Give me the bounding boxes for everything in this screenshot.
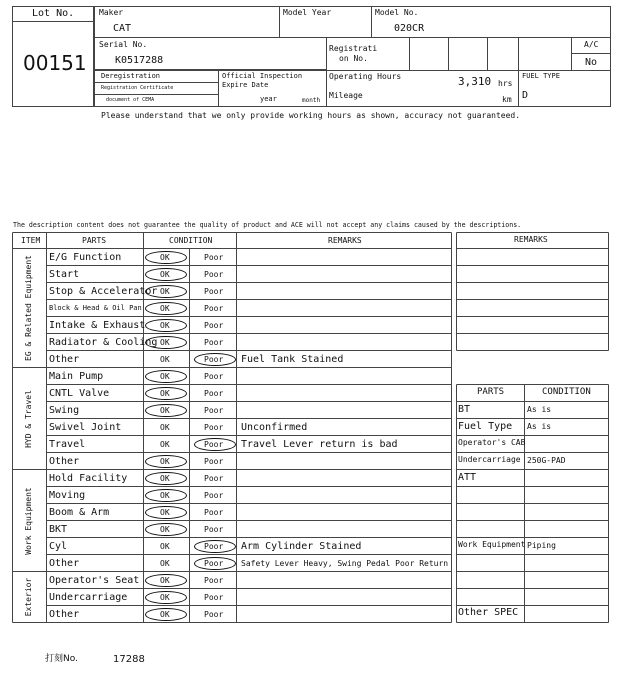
poor-mark: Poor bbox=[204, 371, 224, 381]
remark-text: Safety Lever Heavy, Swing Pedal Poor Return bbox=[241, 558, 449, 568]
model-year-label: Model Year bbox=[283, 8, 332, 17]
part-label: Other bbox=[49, 353, 80, 365]
ok-mark: OK bbox=[160, 286, 170, 296]
part-label: Intake & Exhaust bbox=[49, 319, 146, 331]
header-item: ITEM bbox=[21, 235, 41, 245]
poor-mark: Poor bbox=[204, 337, 224, 347]
poor-mark: Poor bbox=[204, 303, 224, 313]
poor-mark: Poor bbox=[204, 422, 224, 432]
poor-mark: Poor bbox=[204, 558, 224, 568]
disclaimer-text: The description content does not guarantee the quality of product and ACE will not accept any claims caused by the descriptions. bbox=[13, 221, 522, 229]
header-parts: PARTS bbox=[82, 235, 107, 245]
registration-certificate-label: Registration Certificate bbox=[101, 85, 174, 91]
spec-part: Work Equipment bbox=[458, 540, 526, 549]
stamp-label: 打刻No. bbox=[45, 654, 78, 664]
poor-mark: Poor bbox=[204, 269, 224, 279]
ok-mark: OK bbox=[160, 524, 170, 534]
ok-mark: OK bbox=[160, 541, 170, 551]
ok-mark: OK bbox=[160, 320, 170, 330]
part-label: Other bbox=[49, 455, 80, 467]
ok-mark: OK bbox=[160, 592, 170, 602]
ok-mark: OK bbox=[160, 354, 170, 364]
header-condition: CONDITION bbox=[169, 235, 213, 245]
part-label: Travel bbox=[49, 438, 86, 450]
part-label: E/G Function bbox=[49, 251, 122, 263]
poor-mark: Poor bbox=[204, 609, 224, 619]
remark-text: Fuel Tank Stained bbox=[241, 353, 344, 365]
part-label: Boom & Arm bbox=[49, 506, 110, 518]
ok-mark: OK bbox=[160, 473, 170, 483]
part-label: Other bbox=[49, 557, 80, 569]
lot-number: 00151 bbox=[23, 51, 87, 75]
official-inspection-label-2: Expire Date bbox=[222, 81, 269, 89]
ok-mark: OK bbox=[160, 337, 170, 347]
ok-mark: OK bbox=[160, 507, 170, 517]
ac-value: No bbox=[585, 57, 598, 68]
ok-mark: OK bbox=[160, 439, 170, 449]
spec-part: ATT bbox=[458, 472, 477, 483]
spec-part: Other SPEC bbox=[458, 607, 519, 618]
part-label: Cyl bbox=[49, 540, 68, 552]
poor-mark: Poor bbox=[204, 592, 224, 602]
ok-mark: OK bbox=[160, 405, 170, 415]
part-label: Radiator & Cooling bbox=[49, 336, 158, 348]
ok-mark: OK bbox=[160, 558, 170, 568]
ac-label: A/C bbox=[584, 40, 599, 49]
ok-mark: OK bbox=[160, 371, 170, 381]
ok-mark: OK bbox=[160, 422, 170, 432]
part-label: Stop & Accelerator bbox=[49, 285, 158, 297]
group-label: Work Equipment bbox=[23, 486, 33, 555]
operating-hours-value: 3,310 bbox=[458, 75, 492, 88]
spec-condition: As is bbox=[527, 422, 552, 431]
part-label: Moving bbox=[49, 489, 86, 501]
right-condition-header: CONDITION bbox=[542, 387, 591, 397]
part-label: Block & Head & Oil Pan bbox=[49, 303, 142, 312]
header-remarks: REMARKS bbox=[328, 235, 362, 245]
model-no-label: Model No. bbox=[375, 8, 419, 17]
poor-mark: Poor bbox=[204, 473, 224, 483]
ok-mark: OK bbox=[160, 303, 170, 313]
poor-mark: Poor bbox=[204, 286, 224, 296]
group-label: EG & Related Equipment bbox=[23, 255, 33, 361]
poor-mark: Poor bbox=[204, 490, 224, 500]
remark-text: Travel Lever return is bad bbox=[241, 438, 398, 450]
part-label: BKT bbox=[49, 523, 68, 535]
part-label: Swing bbox=[49, 404, 80, 416]
poor-mark: Poor bbox=[204, 252, 224, 262]
registration-label-1: Registrati bbox=[329, 44, 378, 53]
poor-mark: Poor bbox=[204, 320, 224, 330]
spec-condition: 250G-PAD bbox=[527, 456, 566, 465]
ok-mark: OK bbox=[160, 609, 170, 619]
right-parts-header: PARTS bbox=[477, 387, 505, 397]
stamp-number: 17288 bbox=[113, 654, 145, 665]
poor-mark: Poor bbox=[204, 439, 224, 449]
part-label: Swivel Joint bbox=[49, 421, 122, 433]
model-no-value: 020CR bbox=[394, 23, 425, 34]
poor-mark: Poor bbox=[204, 541, 224, 551]
part-label: Operator's Seat bbox=[49, 574, 140, 586]
mileage-label: Mileage bbox=[329, 91, 363, 100]
maker-label: Maker bbox=[99, 8, 124, 17]
fuel-type-value: D bbox=[522, 90, 529, 101]
lot-label: Lot No. bbox=[32, 8, 75, 19]
ok-mark: OK bbox=[160, 575, 170, 585]
spec-part: Undercarriage bbox=[458, 455, 521, 464]
poor-mark: Poor bbox=[204, 456, 224, 466]
serial-label: Serial No. bbox=[99, 40, 148, 49]
part-label: Hold Facility bbox=[49, 472, 128, 484]
ok-mark: OK bbox=[160, 252, 170, 262]
serial-value: K0517288 bbox=[115, 55, 164, 66]
notice-text: Please understand that we only provide working hours as shown, accuracy not guaranteed. bbox=[101, 111, 521, 120]
deregistration-label: Deregistration bbox=[101, 72, 161, 80]
poor-mark: Poor bbox=[204, 507, 224, 517]
maker-value: CAT bbox=[113, 23, 132, 34]
hrs-unit: hrs bbox=[498, 79, 513, 88]
spec-condition: As is bbox=[527, 405, 552, 414]
remark-text: Unconfirmed bbox=[241, 421, 308, 433]
ok-mark: OK bbox=[160, 269, 170, 279]
part-label: CNTL Valve bbox=[49, 387, 110, 399]
part-label: Other bbox=[49, 608, 80, 620]
poor-mark: Poor bbox=[204, 354, 224, 364]
part-label: Start bbox=[49, 268, 80, 280]
year-label: year bbox=[260, 95, 277, 103]
group-label: Exterior bbox=[23, 577, 33, 617]
poor-mark: Poor bbox=[204, 388, 224, 398]
part-label: Main Pump bbox=[49, 370, 104, 382]
km-unit: km bbox=[502, 95, 512, 104]
group-label: HYD & Travel bbox=[23, 389, 33, 448]
poor-mark: Poor bbox=[204, 575, 224, 585]
spec-part: BT bbox=[458, 404, 471, 415]
ok-mark: OK bbox=[160, 490, 170, 500]
part-label: Undercarriage bbox=[49, 591, 128, 603]
poor-mark: Poor bbox=[204, 524, 224, 534]
registration-label-2: on No. bbox=[339, 54, 368, 63]
spec-part: Operator's CAB bbox=[458, 438, 526, 447]
ok-mark: OK bbox=[160, 388, 170, 398]
remark-text: Arm Cylinder Stained bbox=[241, 540, 362, 552]
poor-mark: Poor bbox=[204, 405, 224, 415]
ok-mark: OK bbox=[160, 456, 170, 466]
fuel-type-label: FUEL TYPE bbox=[522, 72, 560, 80]
month-label: month bbox=[302, 97, 321, 104]
right-remarks-header: REMARKS bbox=[514, 235, 548, 244]
document-cema-label: document of CEMA bbox=[106, 97, 155, 103]
spec-part: Fuel Type bbox=[458, 421, 513, 432]
official-inspection-label-1: Official Inspection bbox=[222, 72, 303, 80]
spec-condition: Piping bbox=[527, 541, 556, 550]
operating-hours-label: Operating Hours bbox=[329, 72, 402, 81]
